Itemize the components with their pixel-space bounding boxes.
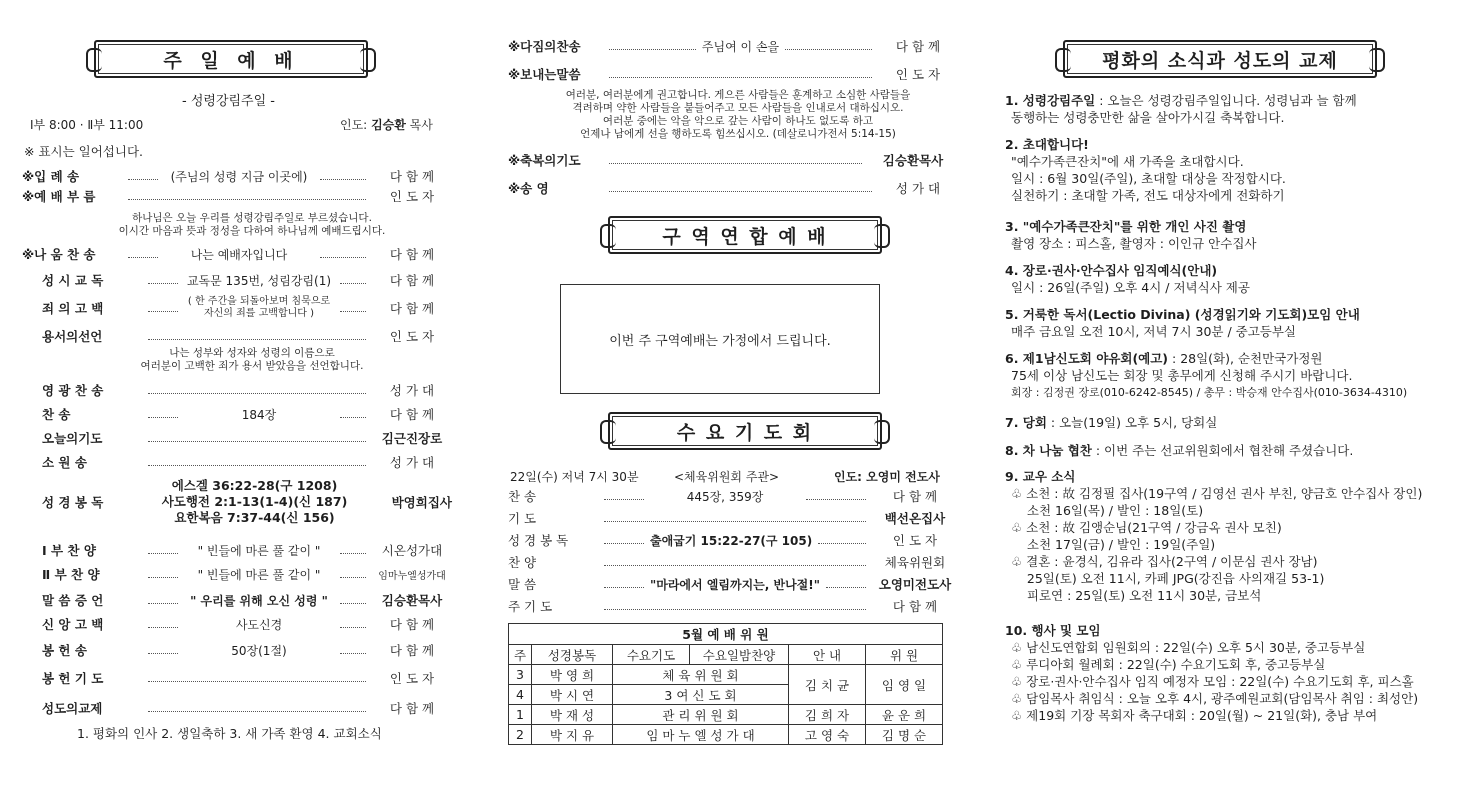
scripture-reading-row [22, 478, 452, 525]
item-person: 인 도 자 [389, 671, 435, 686]
news-item-line: 동행하는 성령충만한 삶을 살아가시길 축복합니다. [1011, 110, 1285, 125]
item-label: 소 원 송 [42, 455, 87, 470]
scroll-curl-icon [360, 48, 376, 72]
leader-dots [148, 627, 178, 628]
item-title: 사도신경 [235, 617, 283, 632]
news-item [1005, 262, 1250, 296]
leader-dots [340, 653, 366, 654]
item-person: 성 가 대 [389, 383, 435, 398]
leader-dots [604, 609, 866, 610]
item-person: 김승환목사 [381, 593, 443, 608]
leader-dots [128, 199, 366, 200]
news-item-title: 5. 거룩한 독서(Lectio Divina) (성경읽기와 기도회)모임 안내 [1005, 307, 1360, 322]
sending-word-row [508, 64, 958, 84]
leader-dots [148, 653, 178, 654]
leader-dots [128, 257, 158, 258]
scripture-line: 사도행전 2:1-13(1-4)(신 187) [161, 494, 348, 509]
worship-committee-table [508, 623, 943, 745]
news-banner [1063, 40, 1377, 78]
leader-dots [148, 465, 366, 466]
item-label: 주 기 도 [508, 599, 553, 614]
item-person: 체육위원회 [884, 555, 946, 570]
table-cell: 관 리 위 원 회 [613, 705, 789, 725]
news-item-heading [1005, 136, 1286, 153]
item-person: 다 함 께 [895, 39, 941, 54]
news-item-line: 피로연 : 25일(토) 오전 11시 30분, 금보석 [1011, 588, 1262, 603]
table-cell: 김 치 균 [789, 665, 866, 705]
news-item-heading [1005, 414, 1217, 431]
column-header: 주 [509, 645, 532, 665]
column-header: 안 내 [789, 645, 866, 665]
leader-dots [320, 257, 366, 258]
absolution-text: 나는 성부와 성자와 성령의 이름으로 여러분이 고백한 죄가 용서 받았음을 선언합니다. [140, 347, 364, 372]
table-cell: 박 지 유 [532, 725, 613, 745]
wednesday-item-row [508, 486, 958, 506]
item-title: "마라에서 엘림까지는, 반나절!" [650, 577, 820, 592]
leader-dots [148, 339, 366, 340]
sunday-subtitle: - 성령강림주일 - [182, 94, 275, 109]
news-item-line: 일시 : 26일(주일) 오후 4시 / 저녁식사 제공 [1011, 280, 1250, 295]
table-cell: 윤 운 희 [866, 705, 943, 725]
worship-item-row [22, 540, 452, 560]
column-header: 성경봉독 [532, 645, 613, 665]
leader-dots [148, 681, 366, 682]
news-item [1005, 136, 1286, 204]
news-item-heading [1005, 306, 1360, 323]
banner-title: 수 요 기 도 회 [676, 421, 814, 444]
news-item-line: 실천하기 : 초대할 가족, 전도 대상자에게 전화하기 [1011, 188, 1285, 203]
item-label: 봉 헌 송 [42, 643, 87, 658]
leader-title: 목사 [409, 118, 433, 132]
leader-dots [609, 191, 872, 192]
column-header: 수요기도 [613, 645, 690, 665]
scripture-line: 에스겔 36:22-28(구 1208) [171, 478, 338, 493]
scroll-curl-icon [1055, 48, 1071, 72]
leader-dots [609, 77, 872, 78]
leader-dots [148, 311, 178, 312]
table-cell: 김 명 순 [866, 725, 943, 745]
item-person: 오영미전도사 [878, 577, 952, 592]
item-label: 봉 헌 기 도 [42, 671, 104, 686]
leader-dots [609, 163, 862, 164]
worship-item-row [22, 270, 452, 290]
item-person: 인 도 자 [892, 533, 938, 548]
wednesday-prayer-banner [608, 412, 882, 450]
leader-dots [604, 521, 866, 522]
worship-item-row [22, 668, 452, 688]
news-item-line: 일시 : 6월 30일(주일), 초대할 대상을 작정합시다. [1011, 171, 1286, 186]
item-person: 다 함 께 [389, 247, 435, 262]
item-label: ※나 움 찬 송 [22, 247, 96, 262]
standing-note: ※ 표시는 일어섭니다. [24, 144, 143, 159]
news-item-title: 7. 당회 [1005, 415, 1047, 430]
leader-dots [340, 627, 366, 628]
leader-dots [148, 441, 366, 442]
item-person: 김승환목사 [882, 153, 944, 168]
item-label: 성 경 봉 독 [508, 533, 569, 548]
news-item-title: 8. 차 나눔 협찬 [1005, 443, 1092, 458]
news-item-line: 매주 금요일 오전 10시, 저녁 7시 30분 / 중고등부실 [1011, 324, 1297, 339]
item-title: 교독문 135번, 성림강림(1) [186, 273, 332, 288]
item-person: 다 함 께 [389, 301, 435, 316]
worship-item-row [22, 564, 452, 584]
item-person: 다 함 께 [389, 617, 435, 632]
item-label: Ⅱ 부 찬 양 [42, 567, 100, 582]
scroll-curl-icon [600, 420, 616, 444]
news-item-title: 9. 교우 소식 [1005, 469, 1076, 484]
leader-dots [340, 311, 366, 312]
service-times: Ⅰ부 8:00 · Ⅱ부 11:00 [30, 118, 144, 132]
worship-item-row [22, 590, 452, 610]
worship-item-row [22, 166, 452, 186]
leader-dots [340, 283, 366, 284]
news-item-line: 회장 : 김정권 장로(010-6242-8545) / 총무 : 박승재 안수집사(010-3634-4310) [1011, 386, 1408, 399]
worship-item-row [22, 698, 452, 718]
item-person: 박영희집사 [391, 495, 452, 510]
leader-name: 김승환 [371, 118, 406, 132]
column-header: 수요일밤찬양 [690, 645, 789, 665]
item-title: (주님의 성령 지금 이곳에) [170, 169, 308, 184]
table-cell: 박 영 희 [532, 665, 613, 685]
sending-word-text: 여러분, 여러분에게 권고합니다. 게으른 사람들은 훈계하고 소심한 사람들을 격려하며 약한 사람들을 붙들어주고 모든 사람들을 인내로서 대하십시오. 여러분 중에는 악을 악으로 갚는 사람이 하나도 없도록 하고 언제나 남에게 선을 행하도록 힘쓰십시오. (데살로니가전서 5:14-15) [565, 89, 911, 140]
item-label: ※축복의기도 [508, 153, 581, 168]
item-label: 찬 양 [508, 555, 537, 570]
news-item-line: 촬영 장소 : 피스홀, 촬영자 : 이인규 안수집사 [1011, 236, 1257, 251]
news-item-title: 2. 초대합니다! [1005, 137, 1089, 152]
leader-dots [340, 553, 366, 554]
news-item-line: "예수가족큰잔치"에 새 가족을 초대합시다. [1011, 154, 1244, 169]
leader-dots [340, 417, 366, 418]
worship-item-row [22, 326, 452, 346]
item-label: ※예 배 부 름 [22, 189, 96, 204]
news-item-line: 소천 16일(목) / 발인 : 18일(토) [1011, 503, 1204, 518]
wednesday-item-row [508, 508, 958, 528]
news-item-line: ♧ 담임목사 취임식 : 오늘 오후 4시, 광주예원교회(담임목사 취임 : 최성안) [1011, 691, 1419, 706]
news-item [1005, 350, 1407, 401]
leader-dots [148, 577, 178, 578]
item-person: 다 함 께 [389, 169, 435, 184]
item-label: 신 앙 고 백 [42, 617, 104, 632]
table-cell: 박 재 성 [532, 705, 613, 725]
news-item-heading [1005, 442, 1353, 459]
item-label: 찬 송 [508, 489, 537, 504]
call-to-worship-text: 하나님은 오늘 우리를 성령강림주일로 부르셨습니다. 이시간 마음과 뜻과 정성을 다하여 하나님께 예배드립시다. [118, 212, 386, 237]
table-cell: 1 [509, 705, 532, 725]
news-item-heading [1005, 218, 1257, 235]
news-item [1005, 414, 1217, 431]
news-item-line: ♧ 남신도연합회 임원회의 : 22일(수) 오후 5시 30분, 중고등부실 [1011, 640, 1366, 655]
item-person: 다 함 께 [892, 489, 938, 504]
item-person: 인 도 자 [389, 189, 435, 204]
table-cell: 3 여 신 도 회 [613, 685, 789, 705]
wednesday-item-row [508, 596, 958, 616]
wednesday-item-row [508, 574, 958, 594]
item-label: ※다짐의찬송 [508, 39, 581, 54]
leader-dots [818, 543, 866, 544]
item-title: 184장 [241, 407, 277, 422]
worship-order-column [22, 0, 462, 786]
banner-title: 평화의 소식과 성도의 교제 [1102, 49, 1338, 72]
table-cell: 김 희 자 [789, 705, 866, 725]
news-item-heading [1005, 468, 1422, 485]
table-cell: 4 [509, 685, 532, 705]
item-person: 임마누엘성가대 [378, 570, 446, 582]
leader-dots [340, 577, 366, 578]
news-item-title: 1. 성령강림주일 [1005, 93, 1096, 108]
news-item-line: ♧ 소천 : 故 김앵순님(21구역 / 강금옥 권사 모친) [1011, 520, 1282, 535]
news-item-line: 75세 이상 남신도는 회장 및 총무에게 신청해 주시기 바랍니다. [1011, 368, 1353, 383]
news-item-line: : 오늘은 성령강림주일입니다. 성령님과 늘 함께 [1095, 93, 1357, 108]
item-title: 나는 예배자입니다 [190, 247, 288, 262]
news-item-title: 10. 행사 및 모임 [1005, 623, 1101, 638]
district-notice-box [560, 284, 880, 394]
leader-dots [609, 49, 696, 50]
item-person: 인 도 자 [895, 67, 941, 82]
item-person: 백선온집사 [884, 511, 946, 526]
item-person: 성 가 대 [389, 455, 435, 470]
worship-item-row [22, 186, 452, 206]
news-item-line: ♧ 제19회 기장 목회자 축구대회 : 20일(월) ~ 21일(화), 충남 부여 [1011, 708, 1378, 723]
item-label: 성도의교제 [42, 701, 103, 716]
item-label: 기 도 [508, 511, 537, 526]
item-label: 찬 송 [42, 407, 71, 422]
leader-info [340, 116, 433, 133]
item-label: Ⅰ 부 찬 양 [42, 543, 96, 558]
scroll-curl-icon [1369, 48, 1385, 72]
item-title: " 빈들에 마른 풀 같이 " [197, 543, 321, 558]
news-item [1005, 468, 1422, 604]
item-person: 김근진장로 [381, 431, 443, 446]
news-item-heading [1005, 92, 1357, 109]
item-label: 오늘의기도 [42, 431, 103, 446]
banner-title: 주 일 예 배 [163, 49, 299, 72]
wednesday-date: 22일(수) 저녁 7시 30분 [510, 470, 639, 484]
item-person: 성 가 대 [895, 181, 941, 196]
banner-title: 구 역 연 합 예 배 [662, 225, 828, 248]
leader-dots [128, 179, 158, 180]
item-label: ※송 영 [508, 181, 549, 196]
news-item-title: 4. 장로·권사·안수집사 임직예식(안내) [1005, 263, 1218, 278]
item-label: ※입 례 송 [22, 169, 80, 184]
leader-dots [148, 393, 366, 394]
scripture-passages [137, 478, 372, 526]
leader-dots [148, 711, 366, 712]
leader-dots [785, 49, 872, 50]
item-person: 다 함 께 [892, 599, 938, 614]
news-item [1005, 218, 1257, 252]
news-item-title: 6. 제1남신도회 야유회(예고) [1005, 351, 1169, 366]
item-title: 출애굽기 15:22-27(구 105) [650, 533, 813, 548]
item-person: 다 함 께 [389, 273, 435, 288]
item-label: 말 씀 증 언 [42, 593, 104, 608]
item-person: 시온성가대 [381, 543, 443, 558]
news-item [1005, 622, 1418, 724]
wednesday-item-row [508, 552, 958, 572]
item-title: 50장(1절) [231, 643, 287, 658]
scripture-line: 요한복음 7:37-44(신 156) [174, 510, 335, 525]
table-cell: 체 육 위 원 회 [613, 665, 789, 685]
news-item-heading [1005, 350, 1407, 367]
worship-item-row [22, 640, 452, 660]
item-title: " 빈들에 마른 풀 같이 " [197, 567, 321, 582]
news-item-line: ♧ 결혼 : 윤경식, 김유라 집사(2구역 / 이문심 권사 장남) [1011, 554, 1318, 569]
table-cell: 고 영 숙 [789, 725, 866, 745]
news-item-line: 25일(토) 오전 11시, 카페 JPG(강진읍 사의재길 53-1) [1011, 571, 1325, 586]
table-cell: 박 시 연 [532, 685, 613, 705]
news-item-line: 소천 17일(금) / 발인 : 19일(주일) [1011, 537, 1216, 552]
table-cell: 2 [509, 725, 532, 745]
item-person: 인 도 자 [389, 329, 435, 344]
worship-item-row [22, 614, 452, 634]
leader-dots [320, 179, 366, 180]
scroll-curl-icon [874, 420, 890, 444]
leader-dots [806, 499, 866, 500]
committee-title: 5월 예 배 위 원 [509, 624, 943, 645]
table-cell: 임 영 일 [866, 665, 943, 705]
news-item-line: ♧ 장로·권사·안수집사 임직 예정자 모임 : 22일(수) 수요기도회 후, 피스홀 [1011, 674, 1414, 689]
item-title: " 우리를 위해 오신 성령 " [190, 593, 328, 608]
sunday-worship-banner [94, 40, 368, 78]
leader-dots [604, 565, 866, 566]
worship-item-row [22, 298, 452, 318]
leader-dots [148, 417, 178, 418]
leader-dots [604, 587, 644, 588]
scroll-curl-icon [86, 48, 102, 72]
news-item-heading [1005, 622, 1418, 639]
news-item-line: : 이번 주는 선교위원회에서 협찬해 주셨습니다. [1091, 443, 1354, 458]
news-item-line: ♧ 루디아회 월례회 : 22일(수) 수요기도회 후, 중고등부실 [1011, 657, 1326, 672]
item-label: ※보내는말씀 [508, 67, 581, 82]
leader-label: 인도: [340, 118, 368, 132]
news-item-title: 3. "예수가족큰잔치"를 위한 개인 사진 촬영 [1005, 219, 1247, 234]
news-item [1005, 306, 1360, 340]
wednesday-leader: 인도: 오영미 전도사 [834, 470, 940, 484]
news-item-heading [1005, 262, 1250, 279]
item-label: 성 시 교 독 [42, 273, 104, 288]
table-cell: 3 [509, 665, 532, 685]
item-label: 용서의선언 [42, 329, 103, 344]
item-title: ( 한 주간을 되돌아보며 침묵으로 자신의 죄를 고백합니다 ) [187, 296, 331, 319]
item-label: 영 광 찬 송 [42, 383, 104, 398]
worship-item-row [22, 428, 452, 448]
leader-dots [340, 603, 366, 604]
item-label: 말 씀 [508, 577, 537, 592]
leader-dots [826, 587, 866, 588]
worship-item-row [22, 452, 452, 472]
news-item [1005, 92, 1357, 126]
leader-dots [148, 603, 178, 604]
worship-item-row [22, 244, 452, 264]
item-label: 죄 의 고 백 [42, 301, 104, 316]
doxology-row [508, 178, 958, 198]
worship-item-row [22, 404, 452, 424]
item-title: 주님여 이 손을 [701, 39, 780, 54]
worship-item-row [22, 380, 452, 400]
district-worship-banner [608, 216, 882, 254]
news-column [1005, 0, 1445, 786]
middle-column [508, 0, 960, 786]
leader-dots [148, 283, 178, 284]
news-item-line: : 28일(화), 순천만국가정원 [1168, 351, 1323, 366]
table-cell: 임 마 누 엘 성 가 대 [613, 725, 789, 745]
scroll-curl-icon [874, 224, 890, 248]
news-item [1005, 442, 1353, 459]
fellowship-footer: 1. 평화의 인사 2. 생일축하 3. 새 가족 환영 4. 교회소식 [77, 726, 382, 741]
column-header: 위 원 [866, 645, 943, 665]
news-item-line: ♧ 소천 : 故 김정필 집사(19구역 / 김영선 권사 부친, 양금호 안수집사 장인) [1011, 486, 1423, 501]
resolve-hymn-row [508, 36, 958, 56]
item-title: 445장, 359장 [686, 489, 764, 504]
leader-dots [148, 553, 178, 554]
news-item-line: : 오늘(19일) 오후 5시, 당회실 [1046, 415, 1218, 430]
leader-dots [604, 499, 644, 500]
item-person: 다 함 께 [389, 643, 435, 658]
item-label: 성 경 봉 독 [42, 495, 104, 510]
benediction-row [508, 150, 958, 170]
wednesday-item-row [508, 530, 958, 550]
scroll-curl-icon [600, 224, 616, 248]
district-notice-text: 이번 주 구역예배는 가정에서 드립니다. [609, 333, 831, 349]
item-person: 다 함 께 [389, 407, 435, 422]
leader-dots [604, 543, 644, 544]
item-person: 다 함 께 [389, 701, 435, 716]
wednesday-host: <체육위원회 주관> [674, 470, 780, 484]
